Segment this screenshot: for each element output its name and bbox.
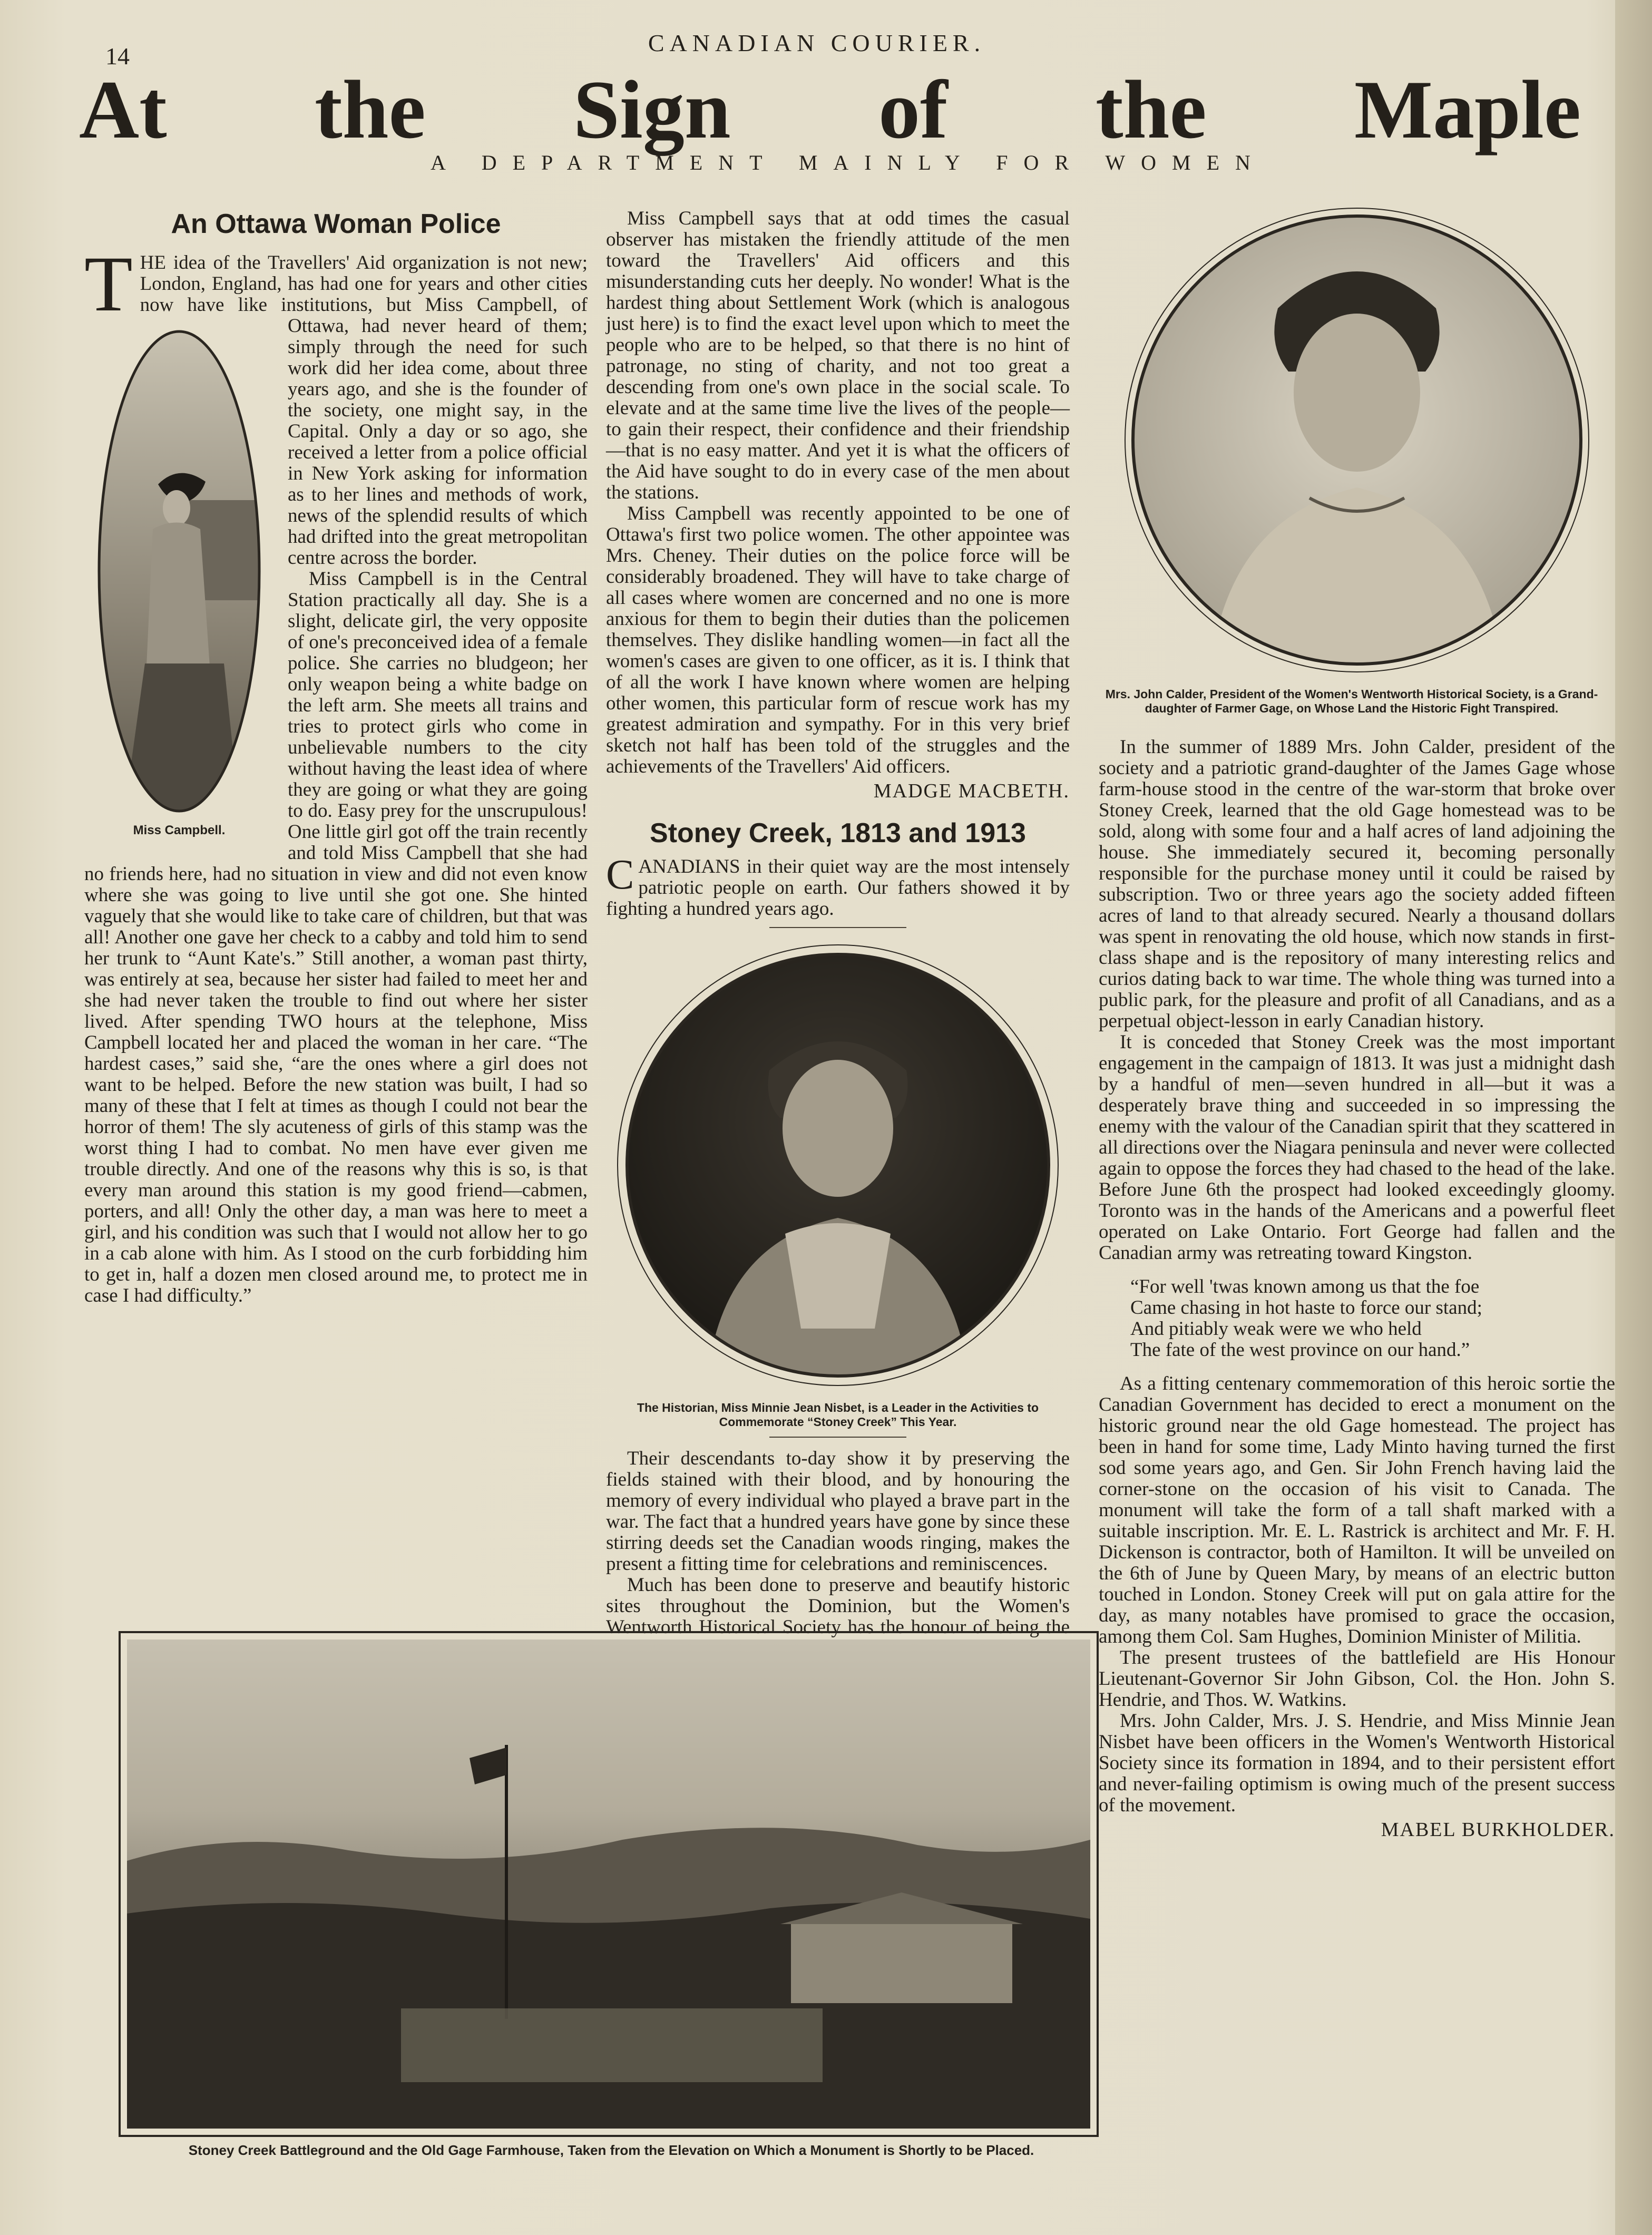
campbell-photo bbox=[95, 326, 263, 816]
divider bbox=[769, 1437, 906, 1438]
article-paragraph: Much has been done to preserve and beautify historic sites throughout the Dominion, but the Women's Wentworth Historical Society has the honour of being the bbox=[606, 1574, 1070, 1638]
drop-cap: C bbox=[606, 852, 634, 898]
article-heading: An Ottawa Woman Police bbox=[171, 209, 501, 239]
page-gutter bbox=[1615, 0, 1652, 2235]
article-byline: MABEL BURKHOLDER. bbox=[1381, 1819, 1615, 1841]
title-word: the bbox=[315, 64, 426, 156]
article-paragraph: As a fitting centenary commemoration of this heroic sortie the Canadian Government has decided to erect a monument on the historic ground near the old Gage homestead. The project has been in hand for some time, Lady Minto having turned the first sod some years ago, and Gen. Sir John French having laid the corner-stone on the occasion of his visit to Canada. The monument will take the form of a tall shaft marked with a suitable inscription. Mr. E. L. Rastrick is architect and Mr. F. H. Dickenson is contractor, both of Hamilton. It will be unveiled on the 6th of June by Queen Mary, by means of an electric button touched in London. Stoney Creek will put on gala attire for the day, as many notables have promised to grace the occasion, among them Col. Sam Hughes, Dominion Minister of Militia. bbox=[1099, 1373, 1615, 1647]
verse-line: Came chasing in hot haste to force our stand; bbox=[1130, 1297, 1482, 1319]
article-paragraph: It is conceded that Stoney Creek was the most important engagement in the campaign of 1813. It was just a midnight dash by a handful of men—seven hundred in all—but it was a desperately brave thing and succeeded in so impressing the enemy with the valour of the Canadian spirit that they scattered in all directions over the Niagara peninsula and never were collected again to oppose the forces they had chased to the head of the lake. Before June 6th the prospect had looked exceedingly gloomy. Toronto was in the hands of the Americans and a powerful fleet operated on Lake Ontario. Fort George had fallen and the Canadian army was retreating toward Kingston. bbox=[1099, 1031, 1615, 1264]
column-1 bbox=[84, 208, 588, 1306]
article-paragraph: Miss Campbell is in the Central Station practically all day. She is a slight, delicate girl, the very opposite of one's preconceived idea of a female police. She carries no bludgeon; her only weapon being a white badge on the left arm. She meets all trains and tries to protect girls who come in unbelievable numbers to the city without having the least idea of where they are going or what they are going to do. Easy prey for the unscrupulous! One little girl got off the train recently and told Miss Campbell that she had no friends here, had no situation in view and did not even know where she was going to live until she got one. She hinted vaguely that she would like to take care of children, but that was all! Another one gave her check to a cabby and told him to send her trunk to “Aunt Kate's.” Still another, a woman past thirty, was entirely at sea, because her sister had failed to meet her and she had never taken the trouble to find out where her sister lived. After spending TWO hours at the telephone, Miss Campbell located her and placed the woman in her care. “The hardest cases,” said she, “are the ones where a girl does not want to be helped. Before the new station was built, I had so many of these that I felt at times as though I could not bear the horror of them! The sly acuteness of girls of this stamp was the worst thing I had to combat. No men have ever given me trouble directly. And one of the reasons why this is so, is that every man around this station is my good friend—cabmen, porters, and all! Only the other day, a man was here to meet a girl, and his condition was such that I would not allow her to go in a cab alone with him. As I stood on the curb forbidding him to get in, half a dozen men closed around me, to protect me in case I had difficulty.” bbox=[84, 568, 588, 1306]
campbell-photo-caption: Miss Campbell. bbox=[133, 823, 226, 837]
battleground-photo-caption: Stoney Creek Battleground and the Old Gage Farmhouse, Taken from the Elevation on Which a Monument is Shortly to be Placed. bbox=[188, 2142, 1034, 2158]
calder-portrait-caption: Mrs. John Calder, President of the Women's Wentworth Historical Society, is a Grand-daughter of Farmer Gage, on Whose Land the Historic Fight Transpired. bbox=[1105, 687, 1598, 715]
article-paragraph: The present trustees of the battlefield are His Honour Lieutenant-Governor Sir John Gibson, Col. the Hon. John S. Hendrie, and Thos. W. Watkins. bbox=[1099, 1647, 1615, 1711]
article-paragraph: Their descendants to-day show it by preserving the fields stained with their blood, and by honouring the memory of every individual who played a brave part in the war. The fact that a hundred years have gone by since these stirring deeds set the Canadian woods ringing, makes the present a fitting time for celebrations and reminiscences. bbox=[606, 1448, 1070, 1575]
page-number: 14 bbox=[105, 43, 130, 70]
calder-portrait-frame bbox=[1099, 203, 1615, 716]
article-paragraph: Miss Campbell says that at odd times the casual observer has mistaken the friendly attitude of the men toward the Travellers' Aid officers and this misunderstanding cuts her deeply. No wonder! What is the hardest thing about Settlement Work (which is analogous just here) is to find the exact level upon which to meet the people who are to be helped, so that there is no hint of patronage, no sting of charity, and not too great a descending from one's own place in the social scale. To elevate and at the same time live the lives of the people—to gain their respect, their confidence and their friendship—that is no easy matter. And yet it is what the officers of the Aid have sought to do in every case of the men about the stations. bbox=[606, 208, 1070, 503]
calder-portrait bbox=[1120, 203, 1594, 677]
nisbet-portrait-caption: The Historian, Miss Minnie Jean Nisbet, is a Leader in the Activities to Commemorate “Stoney Creek” This Year. bbox=[637, 1401, 1039, 1429]
battleground-photo-frame bbox=[119, 1631, 1099, 2137]
running-head: CANADIAN COURIER. bbox=[648, 30, 986, 56]
article-byline: MADGE MACBETH. bbox=[873, 780, 1070, 802]
verse-line: And pitiably weak were we who held bbox=[1130, 1318, 1422, 1340]
title-word: the bbox=[1096, 64, 1207, 156]
nisbet-portrait bbox=[611, 939, 1064, 1392]
divider bbox=[769, 927, 906, 928]
nisbet-portrait-frame bbox=[606, 939, 1070, 1429]
article-heading: Stoney Creek, 1813 and 1913 bbox=[650, 818, 1026, 848]
title-word: Maple bbox=[1354, 64, 1581, 156]
department-subtitle: A DEPARTMENT MAINLY FOR WOMEN bbox=[431, 151, 1266, 174]
title-word: Sign bbox=[573, 64, 731, 156]
title-word: of bbox=[878, 64, 948, 156]
poem-verse bbox=[1130, 1276, 1615, 1361]
article-paragraph: In the summer of 1889 Mrs. John Calder, president of the society and a patriotic grand-daughter of the James Gage whose farm-house stood in the centre of the war-storm that broke over Stoney Creek, learned that the old Gage homestead was to be sold, along with some four and a half acres of land adjoining the house. She immediately secured it, becoming personally responsible for the purchase money until it could be raised by subscription. Two or three years ago the society added fifteen acres of land to that already secured. Nearly a thousand dollars was spent in renovating the old house, which now stands in first-class shape and is the repository of many interesting relics and curios dating back to war time. The whole thing was turned into a public park, for the pleasure and profit of all Canadians, and as a perpetual object-lesson in early Canadian history. bbox=[1099, 736, 1615, 1032]
article-paragraph: ANADIANS in their quiet way are the most intensely patriotic people on earth. Our fathers showed it by fighting a hundred years ago. bbox=[606, 856, 1070, 920]
verse-line: The fate of the west province on our hand.” bbox=[1130, 1339, 1470, 1361]
title-word: At bbox=[79, 64, 167, 156]
battleground-photo bbox=[127, 1639, 1090, 2129]
column-2 bbox=[606, 208, 1070, 1680]
verse-line: “For well 'twas known among us that the foe bbox=[1130, 1276, 1480, 1297]
page-title bbox=[79, 64, 1581, 156]
drop-cap: T bbox=[84, 240, 133, 328]
article-paragraph: HE idea of the Travellers' Aid organization is not new; London, England, has had one for years and other cities now have like institutions, but Miss Campbell, of Ottawa, had never heard of them; simply through the need for such work did her idea come, about three years ago, and she is the founder of the society, one might say, in the Capital. Only a day or so ago, she received a letter from a police official in New York asking for information as to her lines and methods of work, news of the splendid results of which had drifted into the great metropolitan centre across the border. bbox=[140, 252, 588, 569]
article-paragraph: Miss Campbell was recently appointed to be one of Ottawa's first two police women. The other appointee was Mrs. Cheney. Their duties on the police force will be considerably broadened. They will have to take charge of all cases where women are concerned and no one is more anxious for them to begin their duties than the policemen themselves. They dislike handling women—in fact all the women's cases are given to one officer, as it is. I think that of all the work I have known where women are helping other women, this particular form of rescue work has my greatest admiration and sympathy. For in this very brief sketch not half has been told of the struggles and the achievements of the Travellers' Aid officers. bbox=[606, 503, 1070, 777]
column-3 bbox=[1099, 203, 1615, 1840]
campbell-photo-frame bbox=[84, 326, 274, 848]
article-paragraph: Mrs. John Calder, Mrs. J. S. Hendrie, and Miss Minnie Jean Nisbet have been officers in the Women's Wentworth Historical Society since its formation in 1894, and to their persistent effort and never-failing optimism is owing much of the present success of the movement. bbox=[1099, 1710, 1615, 1816]
